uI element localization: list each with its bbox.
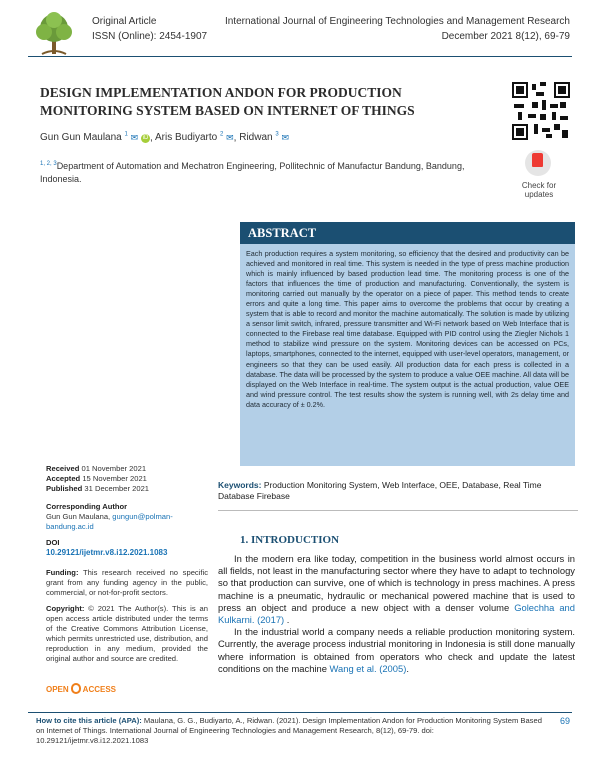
intro-paragraph-2: In the industrial world a company needs a reliable production monitoring system. Currently, the average process industrial monitoring in Indonesia is still done manually where information is obtained from operators who check and update the latest conditions on the machine Wang et al. (2005). [218,626,575,674]
header-divider [28,56,572,57]
published-date: Published 31 December 2021 [46,484,150,493]
introduction-body [218,553,575,675]
author-3[interactable]: Ridwan $^3$ [239,132,279,144]
journal-issue: December 2021 8(12), 69-79 [441,31,570,42]
page-number: 69 [559,716,570,726]
article-type: Original Article [92,16,157,27]
keywords [218,480,578,502]
journal-logo-tree [28,8,80,60]
received-date: Received 01 November 2021 [46,464,147,473]
author-1[interactable]: Gun Gun Maulana $^1$ [40,132,128,144]
qr-code-icon[interactable] [512,82,570,140]
accepted-date: Accepted 15 November 2021 [46,474,147,483]
issn: ISSN (Online): 2454-1907 [92,31,208,42]
corresponding-author: Gun Gun Maulana, gungun@polman-bandung.ac.id [46,512,173,531]
doi-link[interactable]: 10.29121/ijetmr.v8.i12.2021.1083 [46,548,168,557]
abstract-heading: ABSTRACT [240,222,575,244]
open-lock-icon [71,683,81,694]
header-right [225,14,570,44]
cite-text: Maulana, G. G., Budiyarto, A., Ridwan. (2021). Design Implementation Andon for Production Monitoring System Based on Internet of Things. International Journal of Engineering Technologies and Management Research, 8(12), 69-79. doi: 10.29121/ijetmr.v8.i12.2021.1083 [36,716,542,745]
cite-label: How to cite this article (APA): [36,716,142,725]
paper-title: DESIGN IMPLEMENTATION ANDON FOR PRODUCTION MONITORING SYSTEM BASED ON INTERNET OF THINGS [40,85,415,118]
citation-link[interactable]: Wang et al. (2005) [329,662,407,674]
corresponding-author-label: Corresponding Author [46,502,128,511]
article-dates [46,464,208,664]
open-access-badge: OPEN ACCESS [46,685,117,694]
copyright-statement: Copyright: © 2021 The Author(s). This is an open access article distributed under the terms of the Creative Commons Attribution License, which permits unrestricted use, distribution, and reproduction in any medium, provided the original author and source are credited. [46,604,208,663]
intro-paragraph-1: In the modern era like today, competition in the business world almost occurs in all fields, not least in the manufacturing sector where they have to adapt to technology so that production can survive, one of which is technology in press machines. A press machine is a pneumatic, hydraulic or mechanical powered machine that is used to press an object and produce a new object with a denser volume Golechha and Kulkarni. (2017) . [218,553,575,626]
check-updates-icon [525,150,551,176]
keywords-label: Keywords: [218,480,262,490]
check-for-updates-badge[interactable] [510,150,568,206]
footer-divider [28,712,572,713]
funding-statement: Funding: This research received no specific grant from any funding agency in the public, commercial, or not-for-profit sectors. [46,568,208,597]
doi-label: DOI [46,538,60,547]
citation-link[interactable]: Golechha and Kulkarni. (2017) [218,601,575,626]
section-heading-introduction: 1. INTRODUCTION [240,534,340,546]
abstract-text: Each production requires a system monitoring, so efficiency that the desired and productivity can be achieved and monitored in real time. This system is needed in the type of press machine production which is mainly influenced by based production lead time. The monitoring process is one of the factors that influences the time of production and manufacturing. Conventionally, the system is monitoring carried out manually by the operator on a piece of paper. This method tends to create errors and quite a long time. This paper aims to overcome the problems that occur by creating a system that is able to record and monitor the machine automatically. The solution is made by utilizing a sensor limit switch, infrared, pressure transmitter and Wi-Fi network based on Web Interface that is connected to the Firebase real time database. Equipped with PID control using the Ziegler Nichols 1 method to stabilize wind pressure on the system. Monitoring devices can be accessed on PCs, laptops, smartphones, connected to the internet, equipped with user-level operators, management, or engineers so that they can be used easily. All production data for each press is collected in a database. The data will be processed by the system to produce a value OEE machine. All data will be displayed on the Web Interface in real-time. The system output is the actual production, value OEE and wind pressure control. The test results show the system is running well, with 2s delay time and data accuracy of ± 0.2%. [240,244,575,466]
affiliation: $^{1, 2, 3}$Department of Automation and Mechatron Engineering, Pollitechnic of Manufactur Bandung, Bandung, Indonesia. [40,161,465,184]
keywords-divider [218,510,578,511]
author-list: Gun Gun Maulana $^1$ ✉ iD , Aris Budiyarto $^2$ ✉, Ridwan $^3$ ✉ [40,132,290,144]
header-left [92,14,207,44]
email-icon[interactable]: ✉ [130,132,139,143]
email-icon[interactable]: ✉ [226,132,234,143]
author-email-link[interactable]: gungun@polman-bandung.ac.id [46,512,173,531]
check-updates-label: Check for updates [521,181,557,199]
orcid-icon[interactable]: iD [142,135,149,142]
how-to-cite [36,716,544,746]
author-2[interactable]: Aris Budiyarto $^2$ [154,132,224,144]
journal-name: International Journal of Engineering Technologies and Management Research [224,16,570,27]
keywords-text: Production Monitoring System, Web Interface, OEE, Database, Real Time Database Firebase [218,480,542,501]
email-icon[interactable]: ✉ [281,132,290,143]
